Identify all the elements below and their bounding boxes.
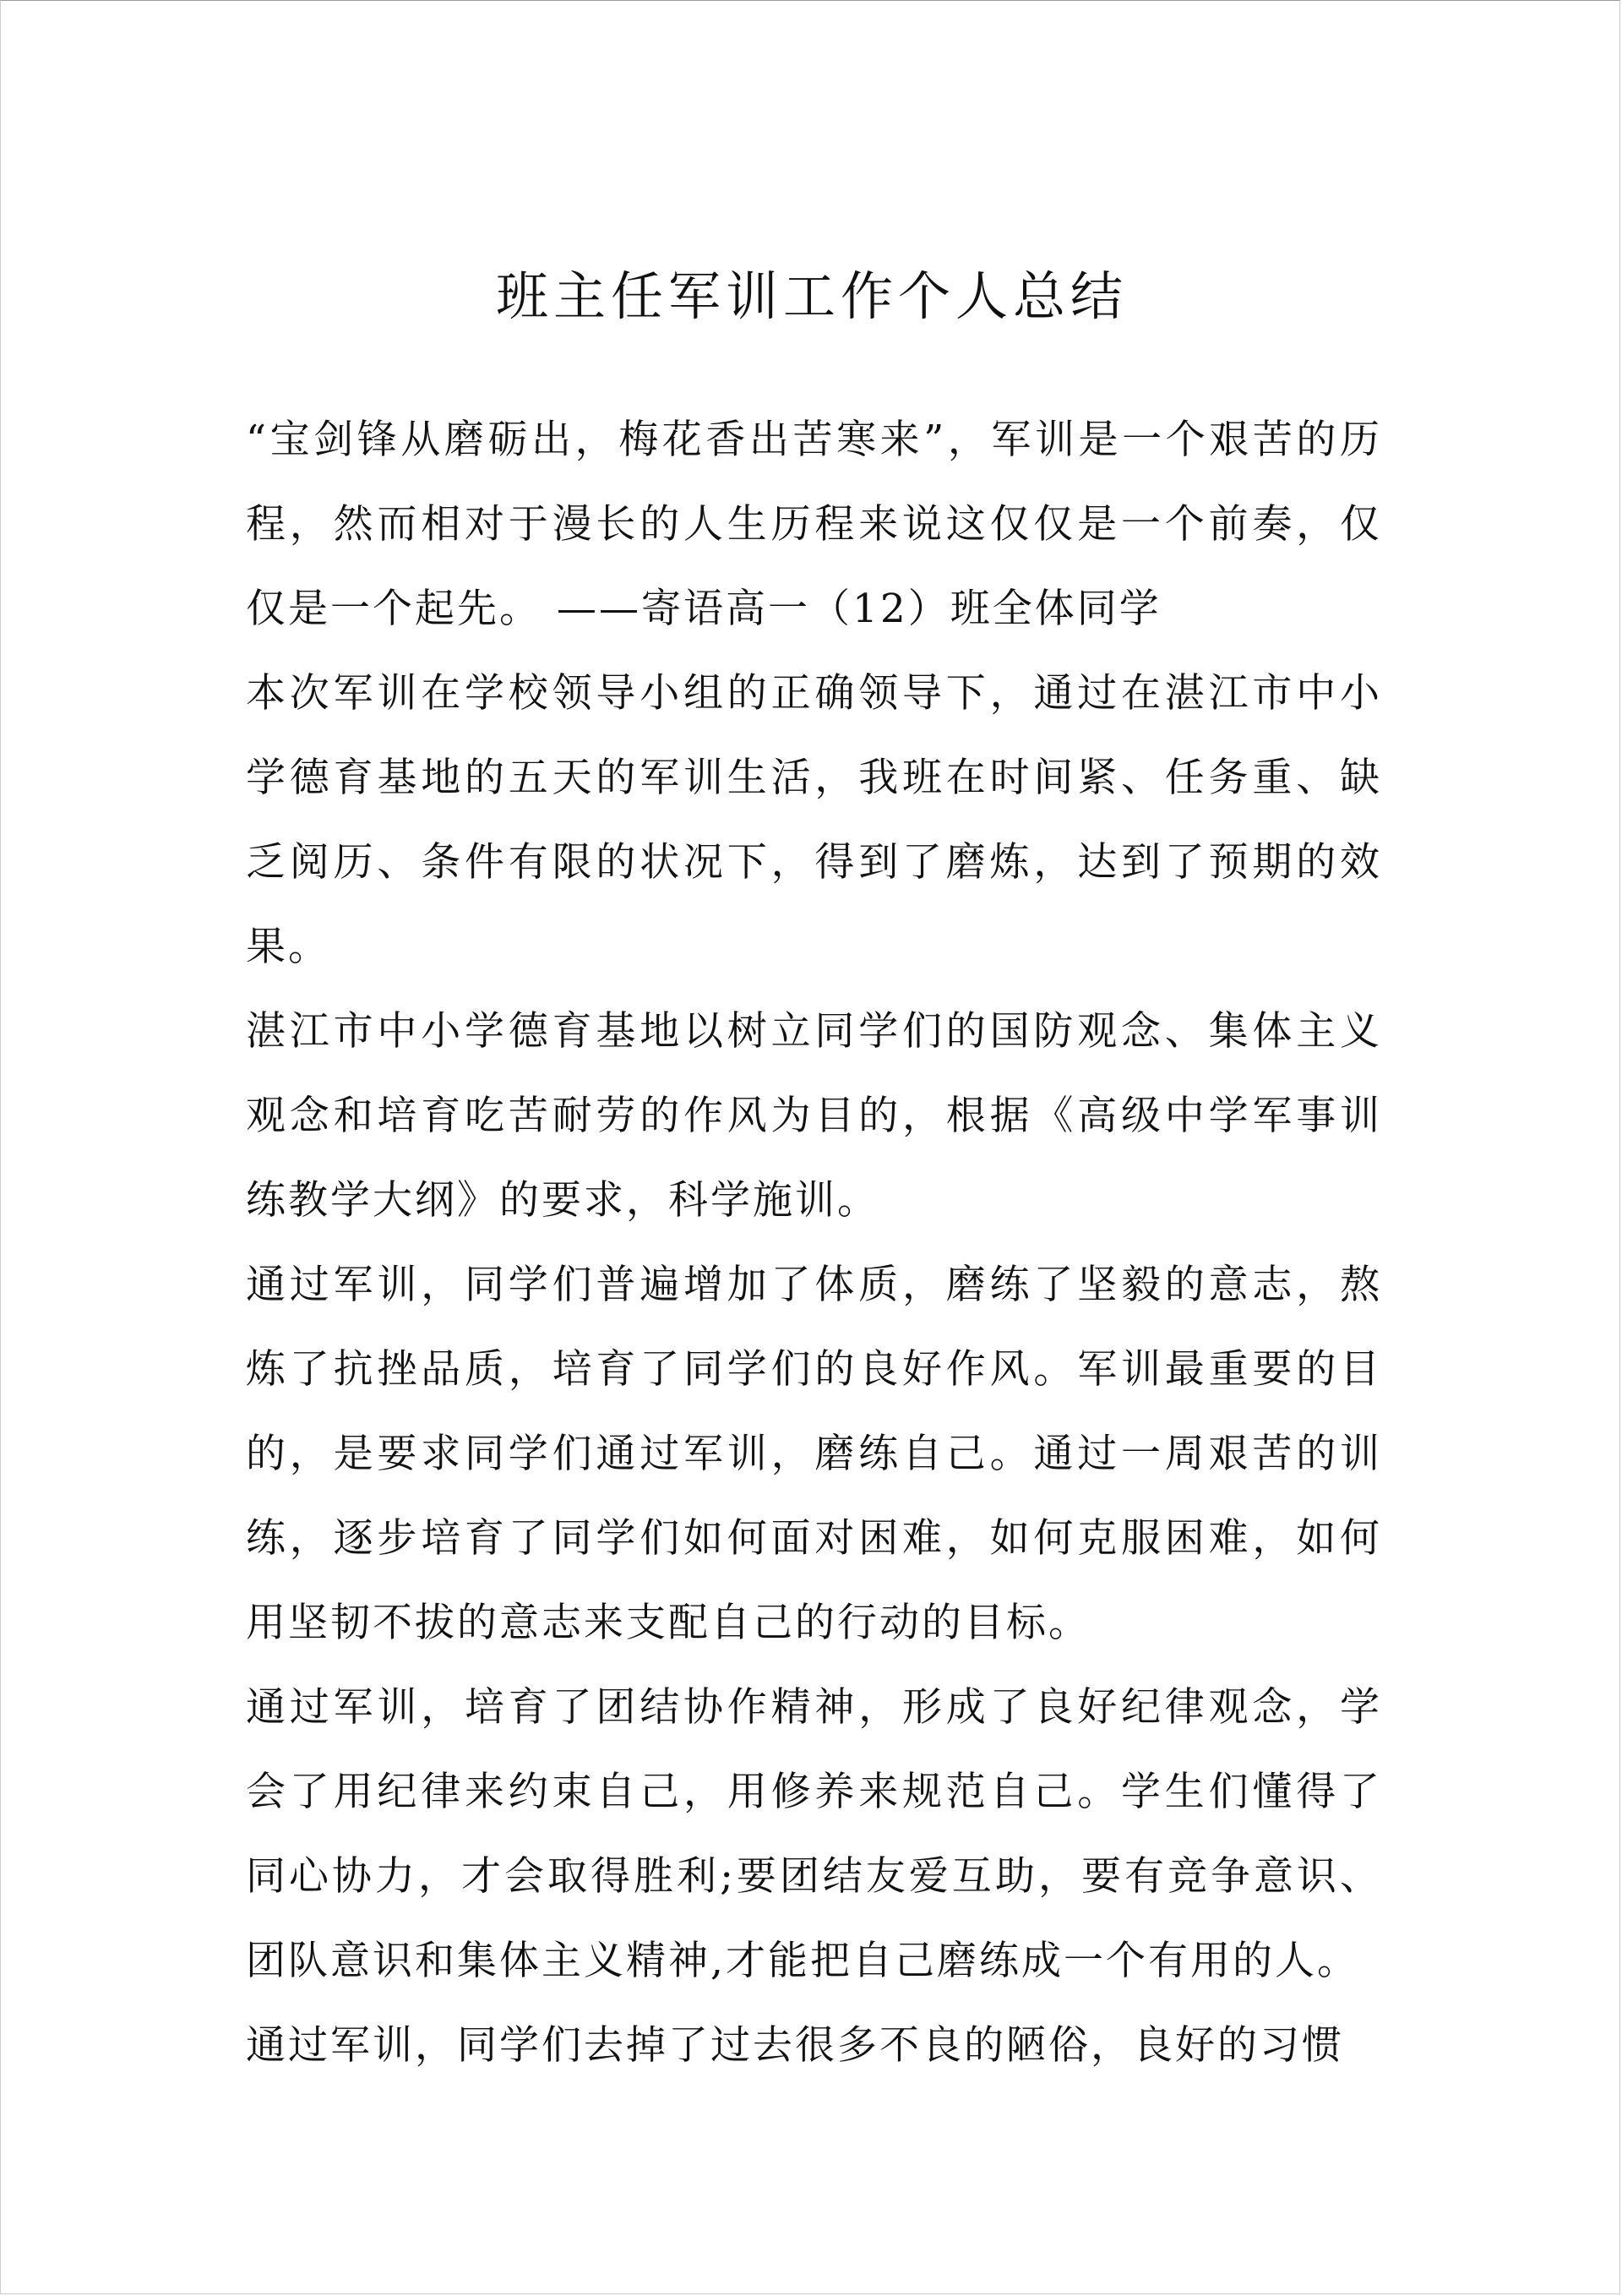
- document-body: [246, 398, 1382, 2088]
- paragraph-training-overview: 本次军训在学校领导小组的正确领导下，通过在湛江市中小学德育基地的五天的军训生活，我班在时间紧、任务重、缺乏阅历、条件有限的状况下，得到了磨炼，达到了预期的效果。: [246, 670, 1382, 970]
- paragraph-base-goals: 湛江市中小学德育基地以树立同学们的国防观念、集体主义观念和培育吃苦耐劳的作风为目的，根据《高级中学军事训练教学大纲》的要求，科学施训。: [246, 1008, 1382, 1224]
- paragraph-teamwork-discipline: 通过军训，培育了团结协作精神，形成了良好纪律观念，学会了用纪律来约束自己，用修养来规范自己。学生们懂得了同心协力，才会取得胜利;要团结友爱互助，要有竞争意识、团队意识和集体主义精神,才能把自己磨练成一个有用的人。: [246, 1684, 1382, 1984]
- paragraph-physical-will: 通过军训，同学们普遍增加了体质，磨练了坚毅的意志，熬炼了抗挫品质，培育了同学们的良好作风。军训最重要的目的，是要求同学们通过军训，磨练自己。通过一周艰苦的训练，逐步培育了同学们如何面对困难，如何克服困难，如何用坚韧不拔的意志来支配自己的行动的目标。: [246, 1262, 1382, 1646]
- paragraph-habits: 通过军训，同学们去掉了过去很多不良的陋俗，良好的习惯: [246, 2022, 1344, 2069]
- document-title: 班主任军训工作个人总结: [495, 265, 1128, 327]
- paragraph-epigraph: “宝剑锋从磨砺出，梅花香出苦寒来”，军训是一个艰苦的历程，然而相对于漫长的人生历程来说这仅仅是一个前奏，仅仅是一个起先。 ——寄语高一（12）班全体同学: [246, 417, 1382, 632]
